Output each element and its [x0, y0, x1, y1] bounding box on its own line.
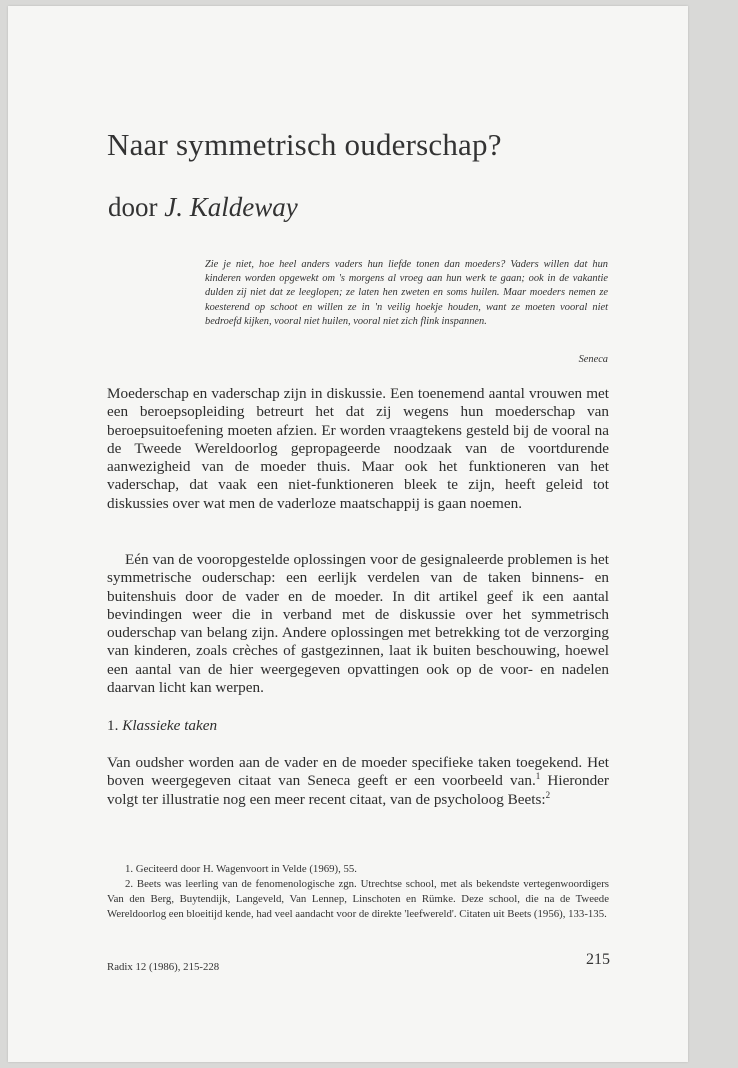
page-number: 215 [586, 951, 610, 968]
body-paragraph [107, 551, 609, 697]
section-number: 1. [107, 717, 119, 734]
body-paragraph [107, 385, 609, 513]
journal-citation: Radix 12 (1986), 215-228 [107, 961, 220, 973]
section-heading [107, 717, 217, 735]
article-byline [108, 192, 298, 223]
paragraph-3-part-b: Hieronder volgt ter illustratie nog een meer recent citaat, van de psycholoog Beets: [107, 772, 609, 808]
author-name: J. Kaldeway [164, 192, 298, 222]
footnotes [107, 862, 609, 922]
byline-prefix: door [108, 192, 158, 222]
epigraph-quote: Zie je niet, hoe heel anders vaders hun liefde tonen dan moeders? Vaders willen dat hun kinderen worden opgewekt om 's morgens al vroeg aan hun werk te gaan; ook in de vakantie dulden zij niet dat ze leeglopen; ze laten hen zweten en soms huilen. Maar moeders nemen ze koesterend op schoot en willen ze in 'n veilig hoekje houden, want ze moeten vooral niet bedroefd kijken, vooral niet huilen, vooral niet zich flink inspannen. [205, 259, 608, 327]
paragraph-3 [107, 754, 609, 809]
footnote-2: 2. Beets was leerling van de fenomenologische zgn. Utrechtse school, met als bekendste vertegenwoordigers Van den Berg, Buytendijk, Langeveld, Van Lennep, Linschoten en Rümke. Deze school, die na de Tweede Wereldoorlog een bloeitijd kende, had veel aandacht voor de direkte 'leefwereld'. Citaten uit Beets (1956), 133-135. [107, 878, 609, 920]
paragraph-3-part-a: Van oudsher worden aan de vader en de moeder specifieke taken toegekend. Het boven weergegeven citaat van Seneca geeft er een voorbeeld van. [107, 754, 609, 790]
footnote-ref-2[interactable]: 2 [545, 789, 551, 800]
epigraph-source: Seneca [578, 354, 608, 365]
footnote-ref-1[interactable]: 1 [535, 771, 541, 782]
article-title: Naar symmetrisch ouderschap? [107, 127, 502, 162]
body-paragraph [107, 754, 609, 809]
footnote-1: 1. Geciteerd door H. Wagenvoort in Velde (1969), 55. [125, 863, 358, 875]
paragraph-1: Moederschap en vaderschap zijn in diskussie. Een toenemend aantal vrouwen met een beroepsopleiding betreurt het dat zij wegens hun moederschap van beroepsuitoefening moeten afzien. Er worden vraagtekens gesteld bij de vooral na de Tweede Wereldoorlog gepropageerde noodzaak van de voortdurende aanwezigheid van de moeder thuis. Maar ook het funktioneren van het vaderschap, dat vaak een niet-funktioneren bleek te zijn, heeft geleid tot diskussies over wat men de vaderloze maatschappij is gaan noemen. [107, 385, 609, 512]
paragraph-2: Eén van de vooropgestelde oplossingen voor de gesignaleerde problemen is het symmetrische ouderschap: een eerlijk verdelen van de taken binnens- en buitenshuis door de vader en de moeder. In dit artikel geef ik een aantal bevindingen weer die in verband met de diskussie over het symmetrisch ouderschap van belang zijn. Andere oplossingen met betrekking tot de verzorging van kinderen, zoals crèches of gastgezinnen, laat ik buiten beschouwing, hoewel een aantal van de hier weergegeven opvattingen ook op de voor- en nadelen daarvan licht kan werpen. [107, 551, 609, 697]
section-title: Klassieke taken [122, 717, 218, 734]
document-page [8, 6, 688, 1062]
